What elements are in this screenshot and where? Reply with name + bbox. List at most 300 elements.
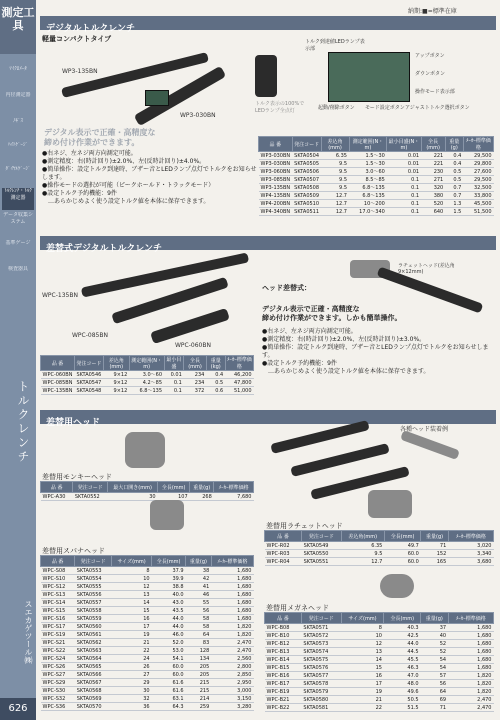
table-cell: WPC-S32 [41, 695, 75, 703]
sidebar-item-bore-gauge[interactable]: 内径測定器 [5, 92, 31, 98]
table-cell: 12.7 [321, 208, 349, 216]
table-cell: 3,680 [448, 558, 493, 566]
sidebar [0, 0, 36, 720]
table-cell: 234 [184, 379, 207, 387]
table-cell: WPC-S19 [41, 631, 75, 639]
table-cell: SKTA0556 [75, 591, 112, 599]
table-cell: 29,500 [463, 152, 493, 160]
table-cell: 3,340 [448, 550, 493, 558]
table-cell: SKTA0572 [301, 632, 341, 640]
table-cell: 1,820 [211, 623, 253, 631]
table-cell: 1,680 [448, 640, 493, 648]
column-header: 品 番 [41, 482, 73, 493]
table-header-row [265, 531, 494, 542]
table-row [41, 687, 254, 695]
table-cell: 27,600 [463, 168, 493, 176]
table-cell: 1.5 [445, 208, 463, 216]
table-cell: 9.5 [321, 168, 349, 176]
table-cell: 9×12 [103, 371, 129, 379]
column-header: 品 番 [265, 531, 302, 542]
table-header-row [265, 613, 494, 624]
table-row [41, 647, 254, 655]
column-header: 発注コード [301, 613, 341, 624]
column-header: 測定範囲(N・m) [349, 137, 387, 152]
table-cell: 1,680 [211, 615, 253, 623]
page-number: 626 [0, 698, 36, 720]
table-row [259, 152, 494, 160]
table-cell: 7,680 [214, 493, 254, 501]
table-cell: 0.5 [206, 379, 225, 387]
table-cell: 46,200 [225, 371, 253, 379]
table-cell: SKTA0575 [301, 656, 341, 664]
table-cell: 9.5 [321, 176, 349, 184]
ratchet-head-note: ラチェットヘッド(差込角9×12mm) [398, 263, 455, 275]
table-cell: SKTA0550 [302, 550, 342, 558]
column-header: ﾒｰｶｰ標準価格 [211, 556, 253, 567]
table-cell: 45.5 [384, 656, 421, 664]
table-cell: SKTA0549 [302, 542, 342, 550]
table-cell: 15 [112, 607, 152, 615]
column-header: 差込角(mm) [321, 137, 349, 152]
table-cell: SKTA0566 [75, 671, 112, 679]
section-title-interchangeable: 差替式デジタルトルクレンチ [40, 236, 496, 250]
table-cell: 38 [186, 567, 212, 575]
table-cell: WPC-B08 [265, 624, 302, 632]
sidebar-item-torque-wrench[interactable]: ﾄﾙｸﾚﾝﾁ・ﾄﾙｸ測定器 [2, 188, 34, 210]
table-cell: 1,680 [448, 656, 493, 664]
table-cell: 215 [186, 679, 212, 687]
table-cell: WPC-S22 [41, 647, 75, 655]
table-cell: 46 [186, 591, 212, 599]
table-cell: 0.7 [445, 192, 463, 200]
wrench-image-wpc060 [150, 308, 230, 344]
table-cell: 9.5 [341, 550, 384, 558]
table-cell: SKTA0560 [75, 623, 112, 631]
ring-head-image [380, 574, 414, 598]
table-cell: 52 [421, 648, 449, 656]
table-cell: 38.8 [152, 583, 186, 591]
table-cell: 3,280 [211, 703, 253, 711]
table-cell: 42.5 [384, 632, 421, 640]
table-cell: 0.1 [387, 200, 421, 208]
table-cell: 17 [341, 680, 384, 688]
table-cell: 1,820 [211, 631, 253, 639]
table-cell: SKTA0552 [73, 493, 108, 501]
table-cell: 29,500 [463, 176, 493, 184]
table-cell: SKTA0570 [75, 703, 112, 711]
table-row [265, 624, 494, 632]
table-cell: 9×12 [103, 387, 129, 395]
table-cell: 19 [112, 631, 152, 639]
table-cell: 0.1 [164, 387, 184, 395]
table-cell: WPC-S13 [41, 591, 75, 599]
column-header: 品 番 [265, 613, 302, 624]
table-cell: 0.01 [387, 160, 421, 168]
column-header: 全長(mm) [158, 482, 190, 493]
sidebar-item-dial-gauge[interactable]: ﾀﾞｲﾔﾙｹﾞｰｼﾞ [5, 166, 31, 172]
model-label: WP3-030BN [180, 112, 216, 119]
table-row [41, 695, 254, 703]
table-cell: 3,150 [211, 695, 253, 703]
table-cell: 83 [186, 639, 212, 647]
table-cell: 2,470 [211, 639, 253, 647]
table-cell: WP4-135BN [260, 192, 291, 199]
sidebar-item-height-gauge[interactable]: ﾊｲﾄｹﾞｰｼﾞ [7, 142, 28, 148]
table-cell: SKTA0577 [301, 672, 341, 680]
table-cell: 52 [421, 640, 449, 648]
table-cell: 259 [186, 703, 212, 711]
table-cell: 6.8〜135 [129, 387, 164, 395]
table-cell: WPC-A30 [41, 493, 73, 501]
table-row [259, 208, 494, 216]
table-cell: WP4-340BN [260, 208, 291, 215]
table-cell: 56 [186, 607, 212, 615]
table-cell: WPC-060BN [42, 371, 73, 378]
column-header: 重量(g) [421, 531, 448, 542]
table-cell: 12 [341, 640, 384, 648]
sidebar-item-micrometer[interactable]: ﾏｲｸﾛﾒｰﾀ [9, 66, 27, 72]
table-cell: 41 [186, 583, 212, 591]
column-header: サイズ(mm) [341, 613, 384, 624]
table-cell: 42 [186, 575, 212, 583]
table-cell: SKTA0506 [294, 168, 320, 175]
table-cell: 49.6 [384, 688, 421, 696]
table-cell: SKTA0557 [75, 599, 112, 607]
table-cell: 12 [112, 583, 152, 591]
column-header: 発注コード [74, 356, 103, 371]
table-cell: SKTA0569 [75, 695, 112, 703]
table-cell: WPC-085BN [42, 379, 73, 386]
table-cell: 3,000 [211, 687, 253, 695]
table-cell: 0.1 [164, 379, 184, 387]
table-cell: WPC-S21 [41, 639, 75, 647]
table-cell: 1,680 [448, 632, 493, 640]
table-cell: 15 [341, 664, 384, 672]
table-cell: 3.0〜60 [349, 168, 387, 176]
table-row [41, 671, 254, 679]
sidebar-header: 測定工具 [0, 0, 36, 54]
table-cell: WPC-S12 [41, 583, 75, 591]
column-header: 全長(mm) [384, 613, 421, 624]
table-cell: 71 [421, 704, 449, 712]
table-cell: 69 [421, 696, 449, 704]
table-cell: WPC-S17 [41, 623, 75, 631]
table-cell: SKTA0551 [302, 558, 342, 566]
table-row [41, 575, 254, 583]
table-cell: 1,680 [448, 648, 493, 656]
table-cell: 63.1 [152, 695, 186, 703]
table-cell: 49.7 [384, 542, 420, 550]
table-row [259, 200, 494, 208]
table-cell: 0.1 [387, 176, 421, 184]
table-row [41, 615, 254, 623]
spec-table-monkey [40, 481, 254, 501]
table-cell: 8 [112, 567, 152, 575]
table-cell: SKTA0579 [301, 688, 341, 696]
spanner-head-label: 差替用スパナヘッド [42, 547, 105, 555]
table-cell: SKTA0510 [294, 200, 320, 207]
table-cell: 8 [341, 624, 384, 632]
table-cell: 48.0 [384, 680, 421, 688]
table-cell: WPC-R04 [265, 558, 302, 566]
table-row [41, 591, 254, 599]
table-cell: 56 [421, 680, 449, 688]
table-cell: 45,500 [463, 200, 493, 208]
table-cell: SKTA0505 [294, 160, 320, 167]
column-header: 発注コード [75, 556, 112, 567]
column-header: 全長(mm) [184, 356, 207, 371]
table-cell: SKTA0565 [75, 663, 112, 671]
callout-down: ダウンボタン [415, 71, 446, 77]
column-header: 最小目盛(N・m) [388, 138, 420, 151]
table-cell: WPC-S15 [41, 607, 75, 615]
table-cell: 2,800 [211, 663, 253, 671]
table-cell: SKTA0563 [75, 647, 112, 655]
table-cell: 51,500 [463, 208, 493, 216]
table-cell: WPC-S24 [41, 655, 75, 663]
table-cell: 51.5 [384, 704, 421, 712]
table-cell: 43.5 [152, 607, 186, 615]
column-header: 重量(g) [445, 137, 463, 152]
section2-features: ●右ネジ、左ネジ両方向測定可能。 ●測定精度：右(時計回り)±2.0%、左(反時計回り)±3.0%。 ●簡単操作：設定トルク到達時、ブザー音とLEDランプ点灯でトルクをお知らせします。 ●設定トルク予約機能：9件 …あらかじめよく使う設定トルク値を本体に保存できます。 [262, 328, 489, 375]
table-cell: SKTA0581 [301, 704, 341, 712]
sidebar-item-inspection[interactable]: 検査器具 [7, 266, 28, 272]
table-cell: 0.4 [445, 152, 463, 160]
callout-led-full: トルク表示の100%でLEDランプ全点灯 [255, 101, 305, 114]
table-cell: 0.01 [387, 152, 421, 160]
example-wrench-2 [290, 443, 389, 477]
table-cell: 16 [112, 615, 152, 623]
table-cell: 64 [421, 688, 449, 696]
callout-power: 起動/削除ボタン [318, 105, 355, 111]
table-cell: 12.7 [321, 200, 349, 208]
table-cell: 13 [341, 648, 384, 656]
table-row [41, 631, 254, 639]
table-cell: 2,470 [448, 696, 493, 704]
table-cell: WPC-B10 [265, 632, 302, 640]
table-cell: 37 [421, 624, 449, 632]
table-cell: 52.0 [152, 639, 186, 647]
table-row [259, 184, 494, 192]
section-title-heads: 差替用ヘッド [40, 410, 496, 424]
table-cell: 60.0 [384, 558, 420, 566]
column-header: 品 番 [259, 137, 293, 152]
table-cell: 0.1 [387, 208, 421, 216]
table-row [265, 558, 494, 566]
ratchet-head-photo [368, 490, 412, 518]
table-cell: 4.2〜85 [129, 379, 164, 387]
table-cell: 230 [421, 168, 445, 176]
wrench-image-wpc135 [81, 252, 249, 297]
table-cell: SKTA0558 [75, 607, 112, 615]
table-cell: 1,680 [211, 591, 253, 599]
table-cell: 2,560 [211, 655, 253, 663]
table-header-row [41, 482, 254, 493]
table-row [41, 663, 254, 671]
table-cell: 14 [112, 599, 152, 607]
table-cell: 40 [421, 632, 449, 640]
sidebar-brand: スエカゲツール㈱ [24, 600, 33, 664]
table-cell: SKTA0573 [301, 640, 341, 648]
table-cell: 36 [112, 703, 152, 711]
table-cell: 205 [186, 671, 212, 679]
wrench-closeup-image [255, 55, 277, 97]
table-cell: WPC-135BN [42, 387, 73, 394]
table-cell: 640 [421, 208, 445, 216]
table-row [265, 640, 494, 648]
table-cell: 44.5 [384, 648, 421, 656]
callout-led: トルク到達値LEDランプ表示部 [305, 39, 365, 52]
table-row [41, 679, 254, 687]
sidebar-item-calipers[interactable]: ﾉｷﾞｽ [12, 118, 23, 124]
table-cell: 234 [184, 371, 207, 379]
table-cell: 47.0 [384, 672, 421, 680]
table-cell: WPC-R02 [265, 542, 302, 550]
table-cell: 0.5 [445, 176, 463, 184]
table-cell: 134 [186, 655, 212, 663]
table-cell: 24 [112, 655, 152, 663]
example-wrench-1 [270, 420, 369, 454]
table-cell: 13 [112, 591, 152, 599]
table-row [41, 567, 254, 575]
table-cell: 29 [112, 679, 152, 687]
callout-up: アップボタン [415, 53, 445, 59]
table-cell: WPC-S08 [41, 567, 75, 575]
column-header: ﾒｰｶｰ標準価格 [463, 137, 493, 152]
table-cell: 16 [341, 672, 384, 680]
table-cell: SKTA0574 [301, 648, 341, 656]
table-cell: 17 [112, 623, 152, 631]
table-cell: 1,680 [211, 575, 253, 583]
table-cell: 71 [421, 542, 448, 550]
monkey-head-image [125, 432, 165, 468]
table-cell: 44.0 [152, 623, 186, 631]
table-cell: 54 [421, 656, 449, 664]
column-header: 差込角(mm) [341, 531, 384, 542]
table-cell: 0.1 [387, 184, 421, 192]
table-cell: 55 [186, 599, 212, 607]
callout-adjust: アジャストトルク選択ボタン [405, 105, 470, 111]
section1-features: ●右ネジ、左ネジ両方向測定可能。 ●測定精度：右(時計回り)±2.0%、左(反時計回り)±4.0%。 ●簡単操作：設定トルク到達時、ブザー音とLEDランプ点灯でトルクをお知らせします。 ●操作モードの選択が可能（ピークホールド・トラックモード） ●設定トルク予約機能：9件 …あらかじめよく使う設定トルク値を本体に保存できます。 [42, 150, 257, 205]
table-cell: SKTA0559 [75, 615, 112, 623]
table-cell: 165 [421, 558, 448, 566]
table-cell: SKTA0568 [75, 687, 112, 695]
table-cell: SKTA0567 [75, 679, 112, 687]
column-header: 発注コード [292, 137, 321, 152]
table-cell: WP3-030BN [260, 152, 291, 159]
ring-head-label: 差替用メガネヘッド [266, 604, 329, 612]
table-cell: 30 [108, 493, 158, 501]
section-title-digital-torque: デジタルトルクレンチ [40, 16, 496, 30]
table-cell: 54.1 [152, 655, 186, 663]
table-header-row [41, 356, 254, 371]
table-cell: 21 [112, 639, 152, 647]
table-cell: WPC-R03 [265, 550, 302, 558]
table-cell: 1,680 [448, 664, 493, 672]
table-cell: 61.6 [152, 687, 186, 695]
column-header: 品 番 [41, 356, 75, 371]
table-cell: 372 [184, 387, 207, 395]
spec-table-spanner [40, 555, 254, 711]
section2-blurb: デジタル表示で正確・高精度な 締め付け作業ができます。しかも簡単操作。 [262, 305, 402, 322]
table-cell: WPC-B22 [265, 704, 302, 712]
table-cell: 32,500 [463, 184, 493, 192]
table-cell: WPC-B15 [265, 664, 302, 672]
table-cell: SKTA0571 [301, 624, 341, 632]
table-cell: 0.01 [164, 371, 184, 379]
table-cell: 46.0 [152, 631, 186, 639]
table-cell: 10 [112, 575, 152, 583]
table-cell: 1.5〜30 [349, 160, 387, 168]
table-cell: WP3-135BN [260, 184, 291, 191]
table-cell: 58 [186, 615, 212, 623]
table-cell: SKTA0576 [301, 664, 341, 672]
table-cell: 44.0 [384, 640, 421, 648]
table-cell: 39.9 [152, 575, 186, 583]
table-cell: SKTA0546 [76, 371, 102, 378]
column-header: 重量(kg) [206, 356, 225, 371]
column-header: 重量(g) [186, 556, 212, 567]
table-cell: 271 [421, 176, 445, 184]
table-cell: 10 [341, 632, 384, 640]
table-row [265, 696, 494, 704]
sidebar-item-data-collection[interactable]: データ収集システム [2, 212, 33, 225]
table-header-row [41, 556, 254, 567]
table-cell: 3.0〜60 [129, 371, 164, 379]
table-cell: 6.8〜135 [349, 192, 387, 200]
table-cell: 152 [421, 550, 448, 558]
model-label: WPC-085BN [72, 332, 108, 339]
table-row [41, 599, 254, 607]
table-row [265, 550, 494, 558]
table-cell: SKTA0511 [294, 208, 320, 215]
table-cell: 33,800 [463, 192, 493, 200]
table-cell: WPC-B21 [265, 696, 302, 704]
column-header: 発注コード [73, 482, 108, 493]
table-cell: 6.35 [321, 152, 349, 160]
column-header: 発注コード [302, 531, 342, 542]
column-header: 最小目盛 [164, 356, 184, 371]
table-cell: 1,680 [448, 624, 493, 632]
spec-table-wpc [40, 355, 254, 395]
sidebar-item-reference-gauge[interactable]: 基準ゲージ [5, 240, 31, 246]
table-cell: 2,470 [211, 647, 253, 655]
table-cell: 60.0 [152, 671, 186, 679]
table-cell: 32 [112, 695, 152, 703]
table-cell: 221 [421, 160, 445, 168]
delivery-note: 納期:■=標準在庫 [408, 8, 457, 15]
table-cell: SKTA0562 [75, 639, 112, 647]
table-cell: 1,680 [211, 607, 253, 615]
table-row [265, 656, 494, 664]
column-header: 重量(g) [421, 613, 449, 624]
table-cell: WPC-S14 [41, 599, 75, 607]
table-cell: 9.5 [321, 160, 349, 168]
table-cell: 0.4 [445, 160, 463, 168]
table-cell: WP3-030BN [260, 160, 291, 167]
table-cell: 215 [186, 687, 212, 695]
column-header: 全長(mm) [152, 556, 186, 567]
model-label: WP3-135BN [62, 68, 98, 75]
table-cell: 1,820 [448, 680, 493, 688]
table-cell: 268 [190, 493, 214, 501]
column-header: 測定範囲(N・m) [129, 356, 164, 371]
table-cell: 520 [421, 200, 445, 208]
table-cell: 29,800 [463, 160, 493, 168]
table-cell: WPC-B19 [265, 688, 302, 696]
table-cell: 22 [341, 704, 384, 712]
table-cell: 205 [186, 663, 212, 671]
